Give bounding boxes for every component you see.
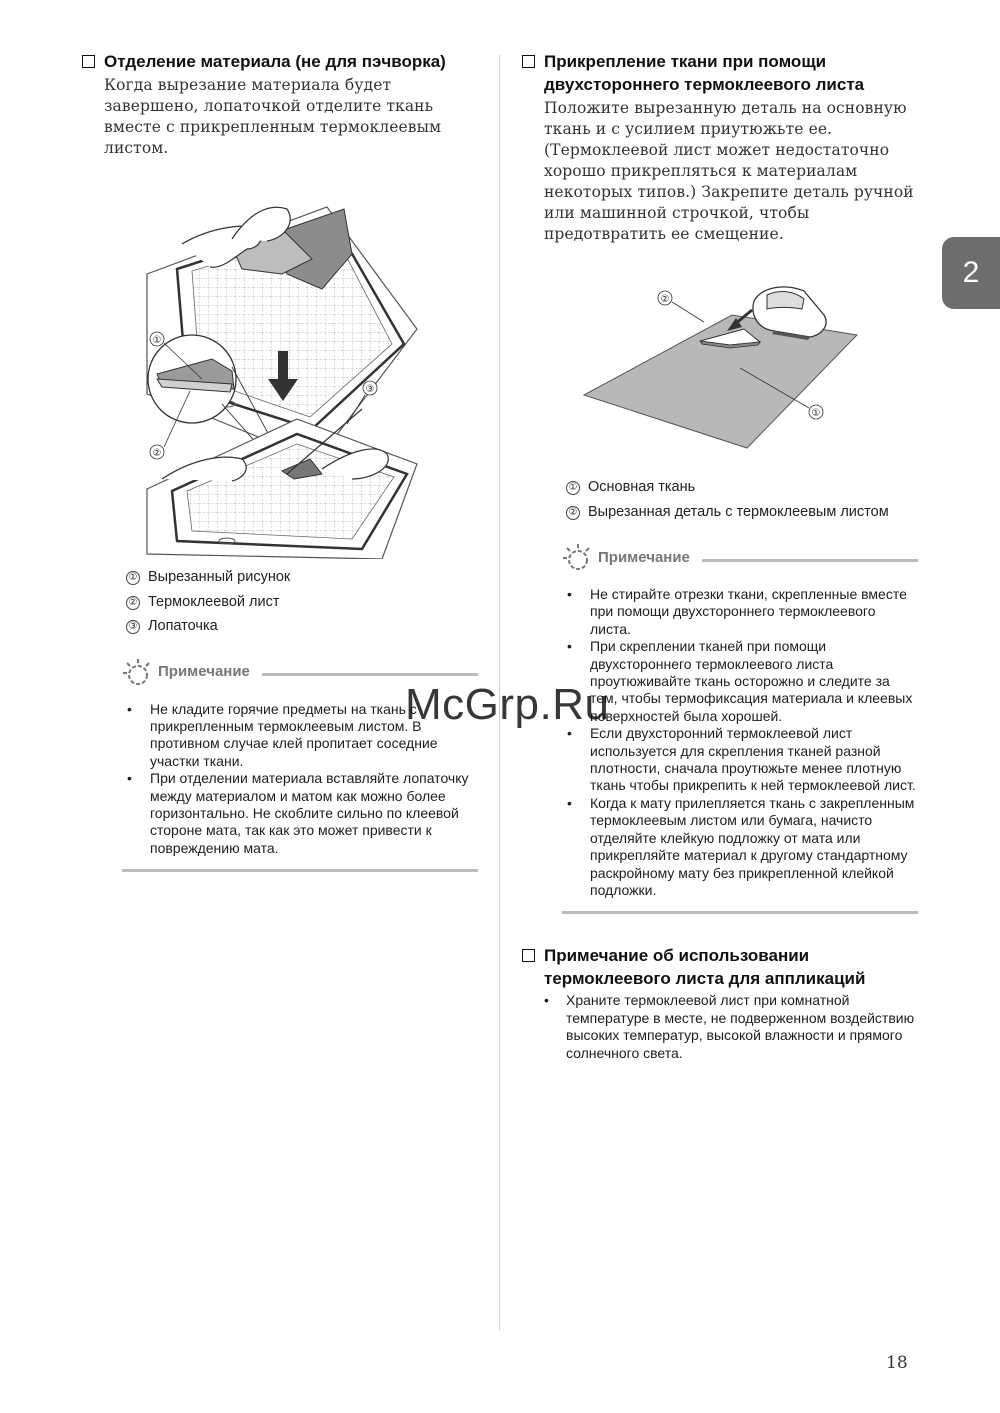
section-title-text: Прикрепление ткани при помощи двухстороннего термоклеевого листа <box>544 52 865 94</box>
note-box-right <box>562 542 918 914</box>
svg-text:③: ③ <box>365 384 375 395</box>
figure-ironing-illustration <box>522 285 922 475</box>
section-title-separation <box>82 50 482 73</box>
section-title-attach <box>522 50 922 96</box>
section-title-text: Примечание об использовании термоклеевого листа для аппликаций <box>544 946 866 989</box>
figure2-legend <box>566 475 922 524</box>
note-item: • Не стирайте отрезки ткани, скрепленные вместе при помощи двухстороннего термоклеевого листа. <box>562 586 918 638</box>
mat-illustration <box>82 179 482 559</box>
section-title-text: Отделение материала (не для пэчворка) <box>104 52 446 71</box>
section-title-applique-note <box>522 944 922 990</box>
page-number: 18 <box>886 1353 908 1373</box>
right-column <box>522 50 922 1062</box>
lower-mat <box>147 409 417 559</box>
svg-text:②: ② <box>152 448 162 459</box>
svg-text:①: ① <box>811 408 821 419</box>
applique-list <box>522 992 922 1062</box>
note-title: Примечание <box>598 548 690 566</box>
legend-item: ① Вырезанный рисунок <box>126 565 482 590</box>
legend-item: ① Основная ткань <box>566 475 922 500</box>
lightbulb-icon <box>562 542 592 572</box>
svg-text:②: ② <box>660 294 670 305</box>
figure1-legend <box>126 565 482 639</box>
figure-separation-illustration <box>82 179 482 559</box>
legend-item: ② Термоклеевой лист <box>126 590 482 615</box>
section-body: Положите вырезанную деталь на основную ткань и с усилием приутюжьте ее. (Термоклеевой лист может недостаточно хорошо прикрепляться к материалам некоторых типов.) Закрепите деталь ручной или машинной строчкой, чтобы предотвратить ее смещение. <box>544 99 914 243</box>
callout-2 <box>658 291 704 322</box>
note-rule <box>702 559 918 562</box>
checkbox-icon <box>522 55 535 68</box>
note-list <box>562 586 918 899</box>
legend-item: ③ Лопаточка <box>126 614 482 639</box>
note-rule <box>262 673 478 676</box>
ironing-illustration <box>522 285 922 475</box>
note-bottom-rule <box>562 911 918 914</box>
note-item: • Когда к мату прилепляется ткань с закрепленным термоклеевым листом или бумага, начисто отделяйте клейкую подложку от мата или прикрепляйте материал к другому стандартному раскройному мату без прикрепленной клейкой подложки. <box>562 795 918 899</box>
legend-item: ② Вырезанная деталь с термоклеевым листом <box>566 500 922 525</box>
left-column <box>82 50 482 872</box>
note-item: • При отделении материала вставляйте лопаточку между материалом и матом как можно более горизонтально. Не скоблите сильно по клеевой стороне мата, так как это может привести к повреждению мата. <box>122 770 478 857</box>
lightbulb-icon <box>122 657 152 687</box>
note-title: Примечание <box>158 663 250 680</box>
section-body: Когда вырезание материала будет завершено, лопаточкой отделите ткань вместе с прикрепленным термоклеевым листом. <box>104 76 442 157</box>
note-item: • Если двухсторонний термоклеевой лист используется для скрепления тканей разной плотности, сначала проутюжьте менее плотную ткань чтобы прикрепить к ней термоклеевой лист. <box>562 725 918 795</box>
svg-text:①: ① <box>152 335 162 346</box>
note-bottom-rule <box>122 869 478 872</box>
watermark: McGrp.Ru <box>405 680 610 729</box>
note-item: • При скреплении тканей при помощи двухстороннего термоклеевого листа проутюживайте ткань осторожно и следите за тем, чтобы термофиксация материала и клеевых поверхностей была хорошей. <box>562 638 918 725</box>
note-item: • Не кладите горячие предметы на ткань с прикрепленным термоклеевым листом. В противном случае клей пропитает соседние участки ткани. <box>122 701 478 771</box>
checkbox-icon <box>522 949 535 962</box>
list-item: • Храните термоклеевой лист при комнатной температуре в месте, не подверженном воздействию высоких температур, высокой влажности и прямого солнечного света. <box>522 992 922 1062</box>
checkbox-icon <box>82 55 95 68</box>
chapter-tab: 2 <box>942 237 1000 309</box>
